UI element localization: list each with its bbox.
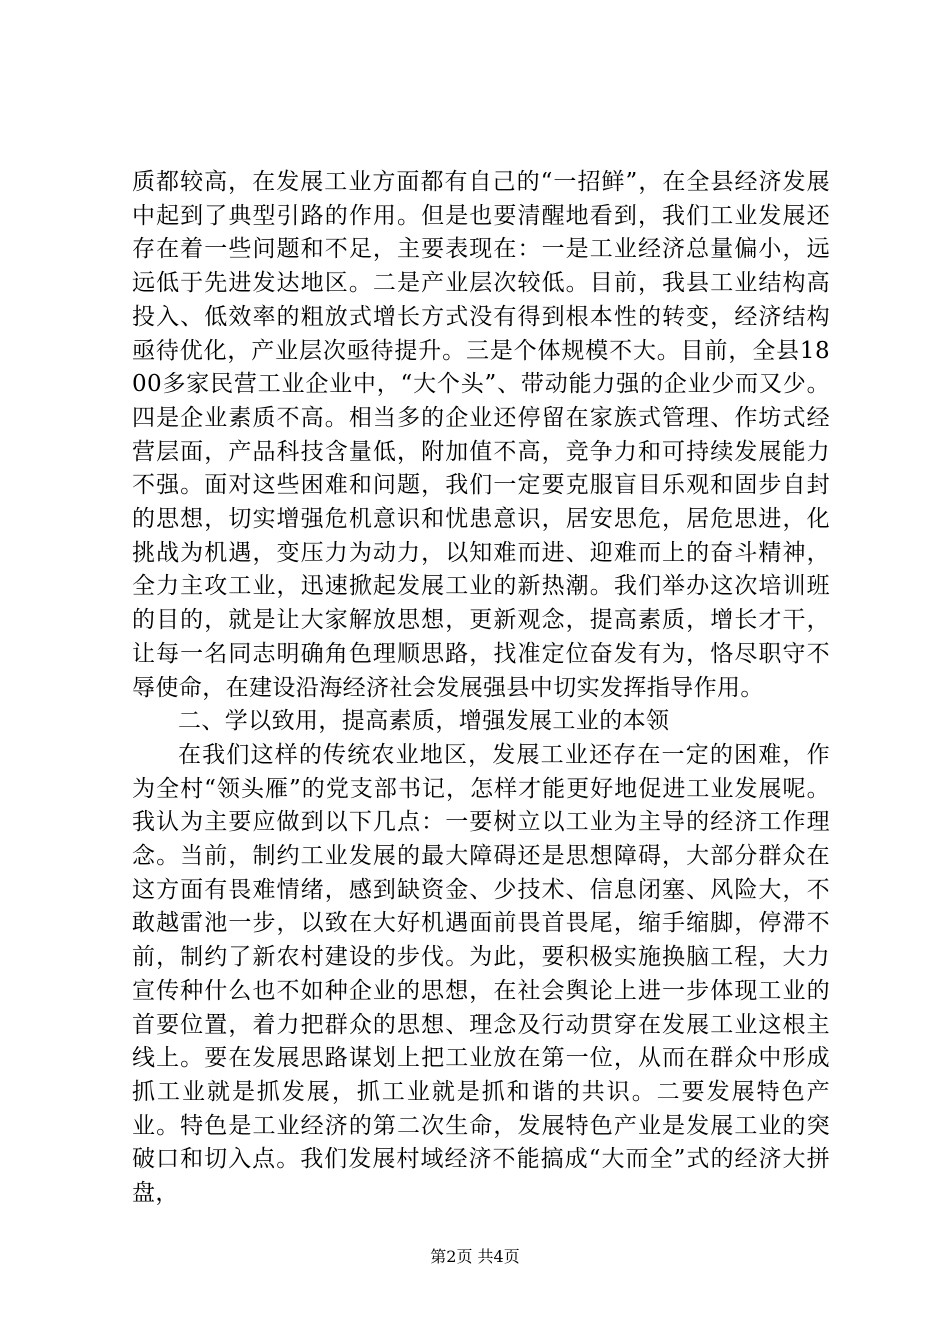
section-heading: 二、学以致用，提高素质，增强发展工业的本领 (178, 708, 670, 735)
page-number-footer: 第2页 共4页 (430, 1247, 520, 1266)
body-paragraph-1: 质都较高，在发展工业方面都有自己的“一招鲜”，在全县经济发展中起到了典型引路的作用。但是也要清醒地看到，我们工业发展还存在着一些问题和不足，主要表现在：一是工业经济总量偏小，远远低于先进发达地区。二是产业层次较低。目前，我县工业结构高投入、低效率的粗放式增长方式没有得到根本性的转变，经济结构亟待优化，产业层次亟待提升。三是个体规模不大。目前，全县1800多家民营工业企业中，“大个头”、带动能力强的企业少而又少。四是企业素质不高。相当多的企业还停留在家族式管理、作坊式经营层面，产品科技含量低，附加值不高，竞争力和可持续发展能力不强。面对这些困难和问题，我们一定要克服盲目乐观和固步自封的思想，切实增强危机意识和忧患意识，居安思危，居危思进，化挑战为机遇，变压力为动力，以知难而进、迎难而上的奋斗精神，全力主攻工业，迅速掀起发展工业的新热潮。我们举办这次培训班的目的，就是让大家解放思想，更新观念，提高素质，增长才干，让每一名同志明确角色理顺思路，找准定位奋发有为，恪尽职守不辱使命，在建设沿海经济社会发展强县中切实发挥指导作用。 (132, 169, 830, 701)
document-body (132, 166, 830, 1211)
body-paragraph-2: 在我们这样的传统农业地区，发展工业还存在一定的困难，作为全村“领头雁”的党支部书记，怎样才能更好地促进工业发展呢。我认为主要应做到以下几点：一要树立以工业为主导的经济工作理念。当前，制约工业发展的最大障碍还是思想障碍，大部分群众在这方面有畏难情绪，感到缺资金、少技术、信息闭塞、风险大，不敢越雷池一步，以致在大好机遇面前畏首畏尾，缩手缩脚，停滞不前，制约了新农村建设的步伐。为此，要积极实施换脑工程，大力宣传种什么也不如种企业的思想，在社会舆论上进一步体现工业的首要位置，着力把群众的思想、理念及行动贯穿在发展工业这根主线上。要在发展思路谋划上把工业放在第一位，从而在群众中形成抓工业就是抓发展，抓工业就是抓和谐的共识。二要发展特色产业。特色是工业经济的第二次生命，发展特色产业是发展工业的突破口和切入点。我们发展村域经济不能搞成“大而全”式的经济大拼盘， (132, 741, 830, 1207)
